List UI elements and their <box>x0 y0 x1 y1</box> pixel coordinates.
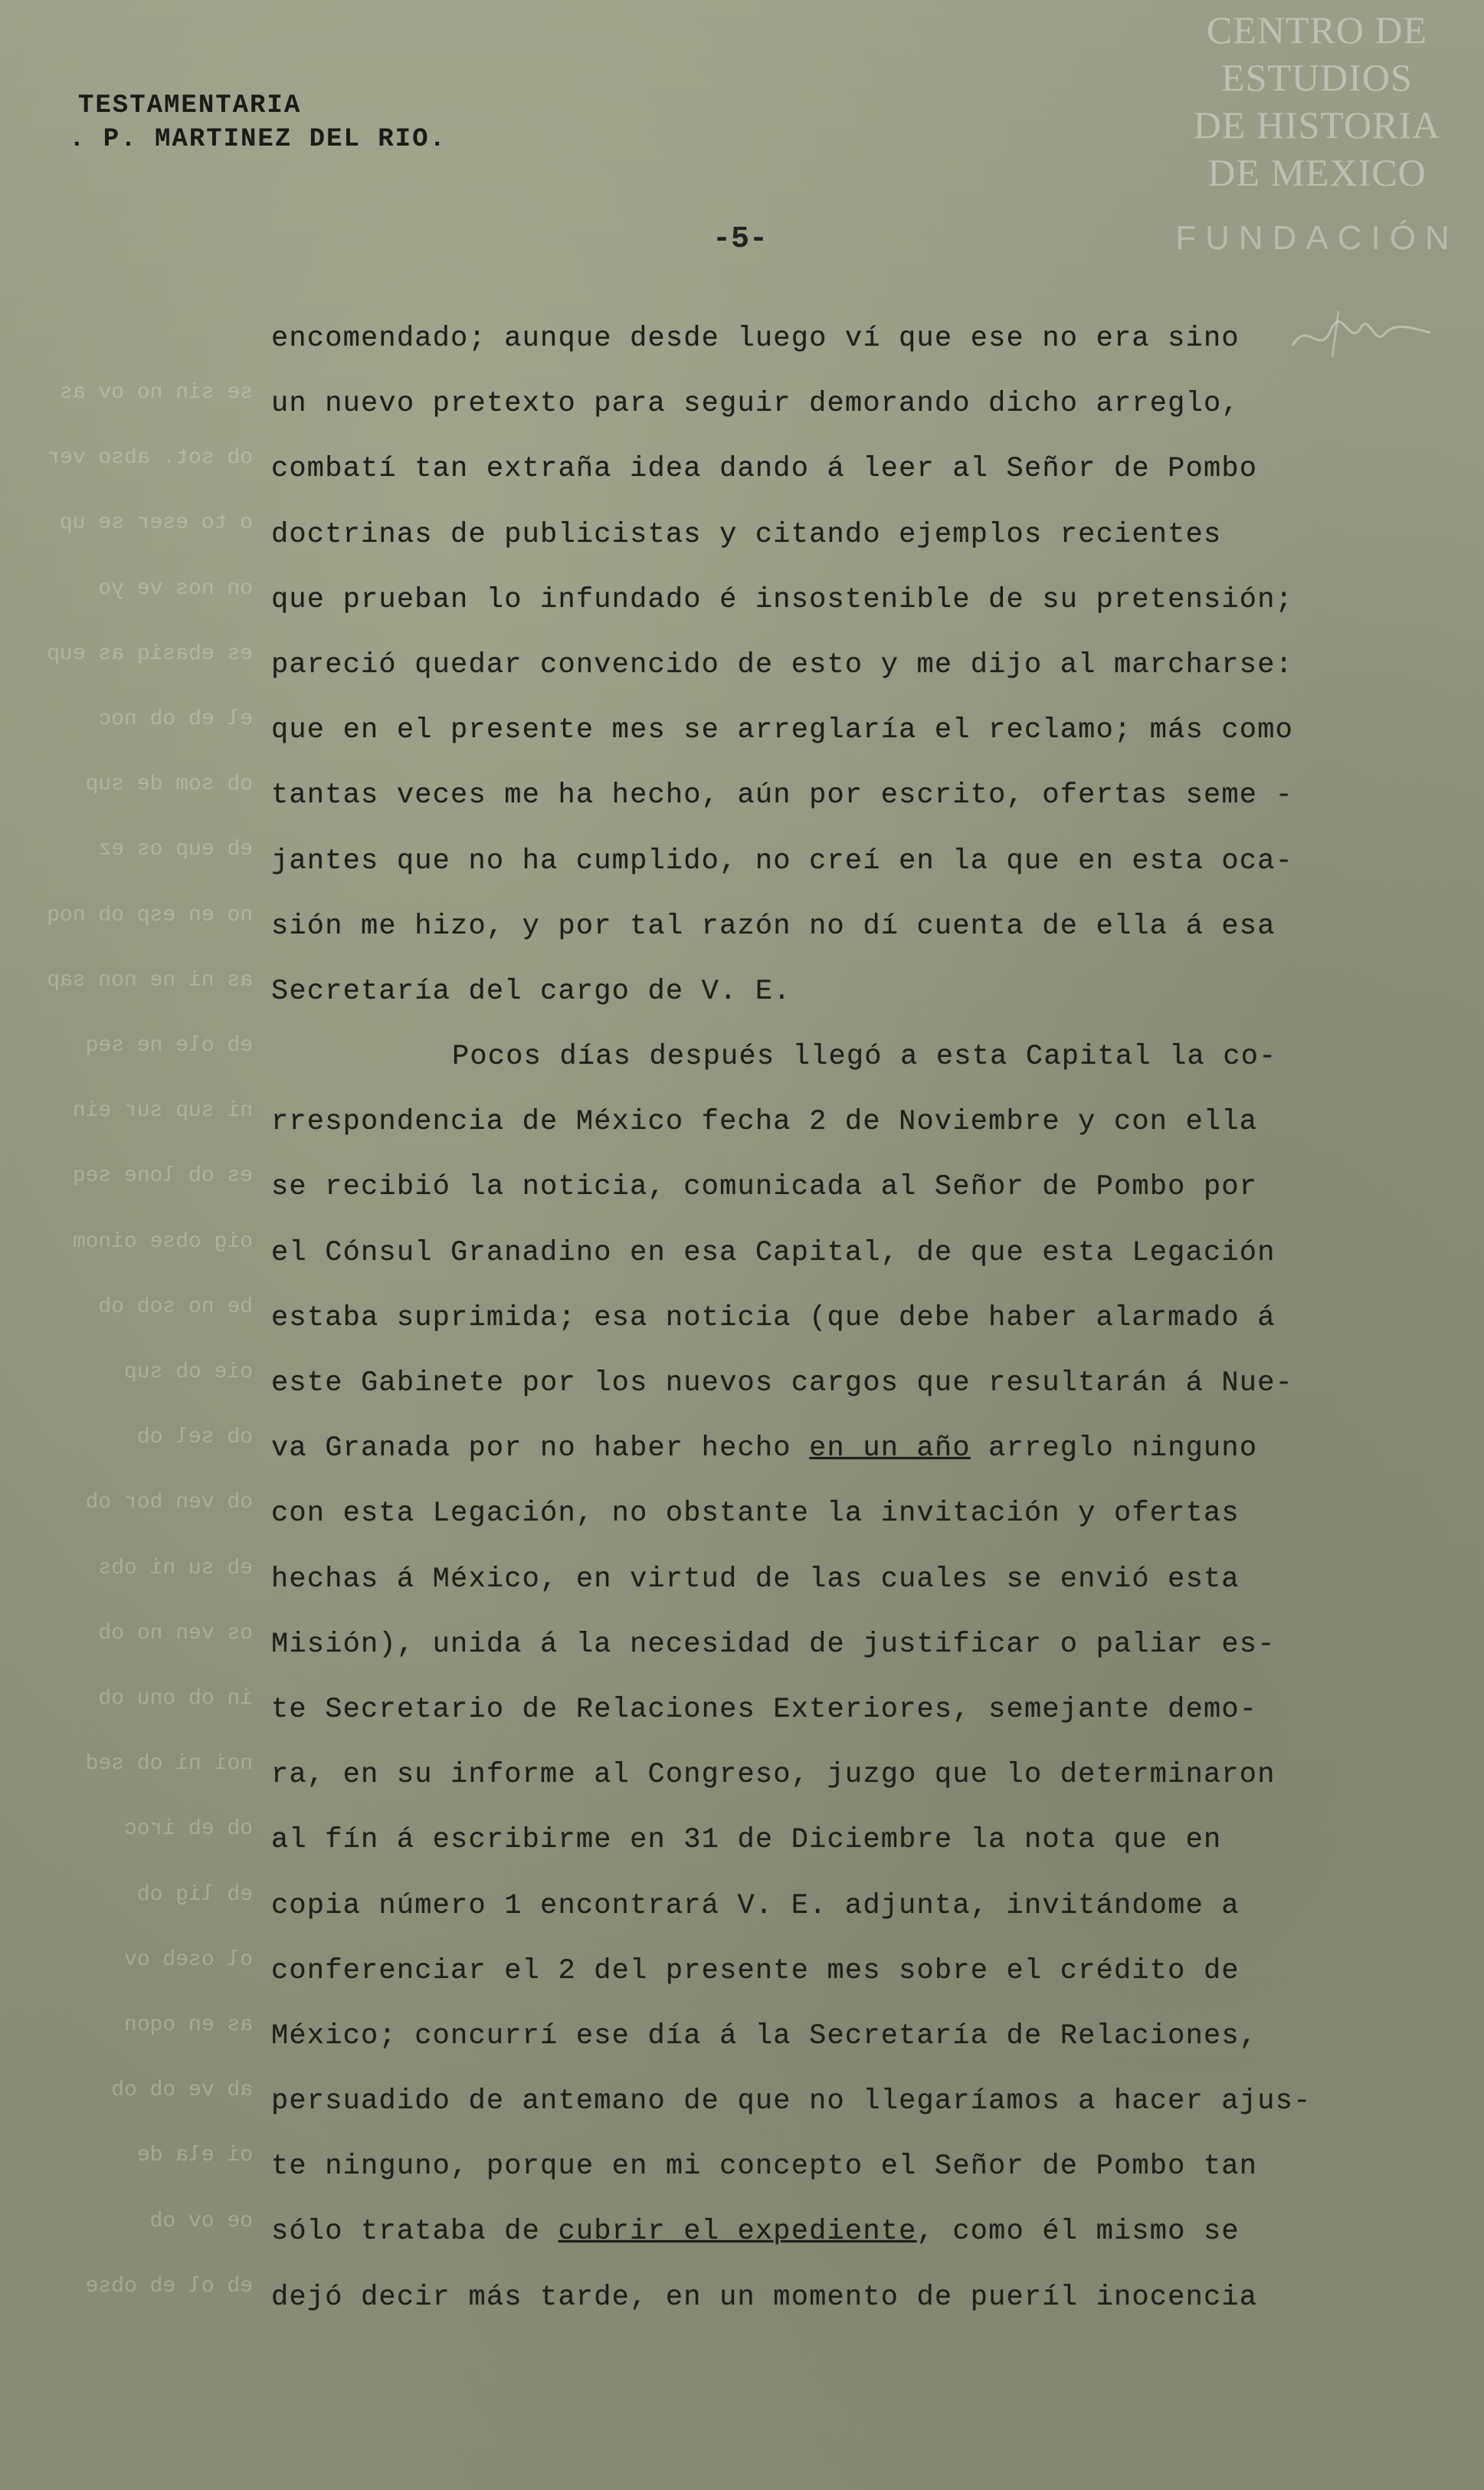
stamp-foundation: FUNDACIÓN <box>1175 219 1459 257</box>
archive-stamp <box>1164 6 1470 258</box>
bleed-line: es ob lone seq <box>72 1164 253 1189</box>
text-segment: , como él mismo se <box>916 2216 1240 2249</box>
text-line: un nuevo pretexto para seguir demorando dicho arreglo, <box>271 388 1240 421</box>
bleed-line: on nos ve yo <box>98 576 253 601</box>
bleed-line: no en esp ob noq <box>47 903 253 927</box>
text-line: estaba suprimida; esa noticia (que debe haber alarmado á <box>271 1301 1276 1334</box>
underlined-phrase: cubrir el expediente <box>558 2216 917 2249</box>
text-line: que en el presente mes se arreglaría el reclamo; más como <box>271 714 1294 747</box>
text-line: dejó decir más tarde, en un momento de pueríl inocencia <box>271 2281 1258 2314</box>
bleed-line: oig obse oinom <box>72 1229 253 1254</box>
text-line: persuadido de antemano de que no llegaríamos a hacer ajus- <box>271 2085 1312 2118</box>
stamp-line-1: CENTRO DE <box>1206 8 1428 51</box>
bleed-line: os ven no ob <box>98 1621 253 1645</box>
text-line: rrespondencia de México fecha 2 de Noviembre y con ella <box>271 1106 1258 1139</box>
bleed-line: oi ela de <box>136 2144 253 2168</box>
document-header <box>69 89 447 156</box>
text-segment: va Granada por no haber hecho <box>271 1432 791 1465</box>
stamp-line-4: DE MEXICO <box>1207 151 1427 194</box>
stamp-line-3: DE HISTORIA <box>1193 103 1441 146</box>
bleed-line: es ebasiq as eup <box>47 641 253 666</box>
bleed-line: as ni ne non sap <box>47 968 253 992</box>
text-line: combatí tan extraña idea dando á leer al Señor de Pombo <box>271 453 1258 486</box>
bleed-line: eb ol eb obse <box>85 2274 253 2298</box>
text-line: hechas á México, en virtud de las cuales se envió esta <box>271 1563 1240 1596</box>
bleed-line: as en oqon <box>123 2013 253 2038</box>
underlined-phrase: en un año <box>809 1432 971 1465</box>
bleed-line: ob sel ob <box>136 1425 253 1450</box>
text-line: copia número 1 encontrará V. E. adjunta, invitándome a <box>271 1889 1240 1922</box>
text-line <box>271 2209 1374 2274</box>
bleed-line: el eb ob noc <box>98 707 253 732</box>
text-line: pareció quedar convencido de esto y me dijo al marcharse: <box>271 648 1294 681</box>
text-line: Pocos días después llegó a esta Capital la co- <box>452 1041 1277 1074</box>
bleed-line: be no sob ob <box>98 1294 253 1319</box>
page-number: -5- <box>713 222 768 257</box>
text-line: te Secretario de Relaciones Exteriores, semejante demo- <box>271 1693 1258 1726</box>
text-line: encomendado; aunque desde luego ví que ese no era sino <box>271 323 1240 355</box>
bleed-line: o to eser se up <box>59 511 253 536</box>
text-line: con esta Legación, no obstante la invitación y ofertas <box>271 1498 1240 1530</box>
bleed-line: se sin no ov as <box>59 381 253 405</box>
text-line: tantas veces me ha hecho, aún por escrito, ofertas seme - <box>271 779 1294 812</box>
bleed-line: noi ni ob sed <box>85 1752 253 1776</box>
bleed-line: in ob onu ob <box>98 1687 253 1711</box>
text-line: doctrinas de publicistas y citando ejemplos recientes <box>271 518 1222 551</box>
bleed-line: ob sot. abso ver <box>47 446 253 471</box>
text-line: conferenciar el 2 del presente mes sobre el crédito de <box>271 1954 1240 1987</box>
text-line: te ninguno, porque en mi concepto el Señor de Pombo tan <box>271 2150 1258 2183</box>
bleed-line: ob som de sup <box>85 773 253 797</box>
text-line: sión me hizo, y por tal razón no dí cuenta de ella á esa <box>271 910 1276 943</box>
text-segment: arreglo ninguno <box>970 1432 1258 1465</box>
header-title: TESTAMENTARIA <box>78 91 302 120</box>
bleed-line: eb eup os ez <box>98 838 253 862</box>
bleed-line: eb lig ob <box>136 1882 253 1907</box>
bleed-line: eb ole ne seq <box>85 1034 253 1058</box>
bleed-line: ab ve ob ob <box>111 2078 253 2103</box>
letter-body <box>271 316 1374 2340</box>
bleed-line: eb su ni obs <box>98 1556 253 1580</box>
text-line: Secretaría del cargo de V. E. <box>271 975 791 1008</box>
text-line: el Cónsul Granadino en esa Capital, de que esta Legación <box>271 1236 1276 1269</box>
text-segment: sólo trataba de <box>271 2216 541 2249</box>
text-line: este Gabinete por los nuevos cargos que resultarán á Nue- <box>271 1367 1294 1399</box>
text-line <box>271 1425 1374 1491</box>
text-line: se recibió la noticia, comunicada al Señor de Pombo por <box>271 1171 1258 1204</box>
text-line: que prueban lo infundado é insostenible de su pretensión; <box>271 583 1294 616</box>
bleed-through-text <box>0 360 253 2319</box>
text-line: Misión), unida á la necesidad de justificar o paliar es- <box>271 1628 1276 1661</box>
stamp-line-2: ESTUDIOS <box>1221 56 1413 99</box>
bleed-line: ol oseb ov <box>123 1947 253 1972</box>
bleed-line: oe ov ob <box>149 2209 253 2233</box>
text-line: ra, en su informe al Congreso, juzgo que lo determinaron <box>271 1759 1276 1792</box>
header-subtitle: . P. MARTINEZ DEL RIO. <box>69 125 447 154</box>
bleed-line: oie ob sup <box>123 1360 253 1385</box>
bleed-line: ob eb iroc <box>123 1817 253 1842</box>
text-line: al fín á escribirme en 31 de Diciembre la nota que en <box>271 1824 1222 1857</box>
bleed-line: ob ven bor ob <box>85 1491 253 1515</box>
text-line: jantes que no ha cumplido, no creí en la que en esta oca- <box>271 845 1294 878</box>
text-line: México; concurrí ese día á la Secretaría de Relaciones, <box>271 2019 1258 2052</box>
bleed-line: ni sup sur ein <box>72 1099 253 1124</box>
